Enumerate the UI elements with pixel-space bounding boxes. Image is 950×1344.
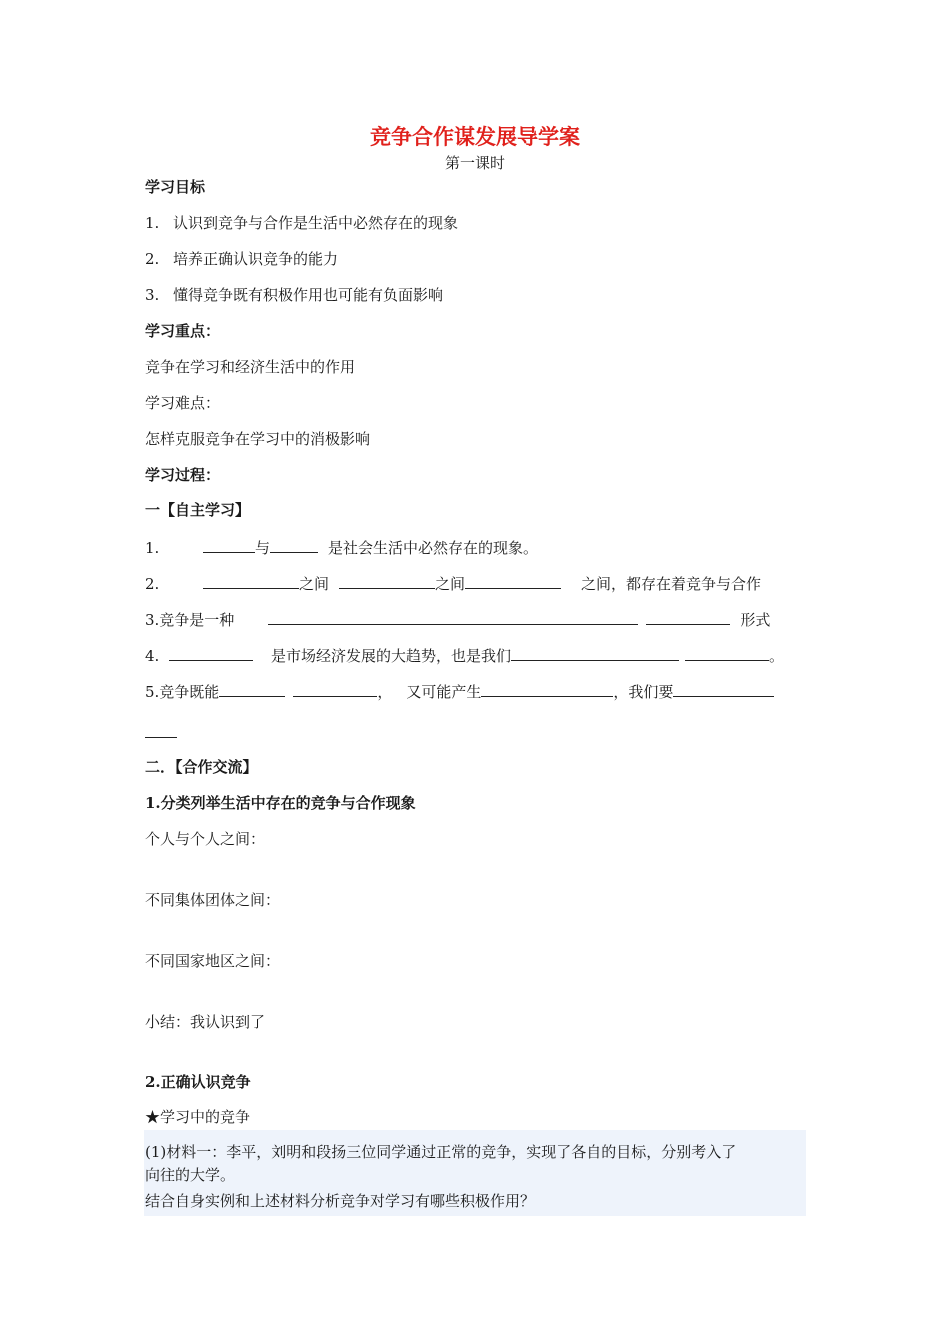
fill-in-question-2: 2. 之间 之间 之间，都存在着竞争与合作: [145, 575, 762, 593]
material-text-line-1: (1)材料一：李平，刘明和段扬三位同学通过正常的竞争，实现了各自的目标，分别考入了: [145, 1143, 737, 1161]
key-point-text: 竞争在学习和经济生活中的作用: [145, 358, 356, 376]
document-title: 竞争合作谋发展导学案: [370, 124, 580, 149]
self-study-heading: 一【自主学习】: [145, 501, 251, 519]
objective-item: 1. 认识到竞争与合作是生活中必然存在的现象: [145, 214, 459, 232]
answer-blank[interactable]: [145, 722, 177, 738]
individuals-prompt: 个人与个人之间：: [145, 830, 266, 848]
process-heading: 学习过程：: [145, 466, 221, 484]
answer-blank[interactable]: [203, 573, 299, 589]
answer-blank[interactable]: [465, 573, 561, 589]
answer-blank[interactable]: [481, 681, 613, 697]
difficulty-heading: 学习难点：: [145, 394, 221, 412]
objective-item: 2. 培养正确认识竞争的能力: [145, 250, 339, 268]
difficulty-text: 怎样克服竞争在学习中的消极影响: [145, 430, 371, 448]
answer-blank[interactable]: [270, 537, 318, 553]
answer-blank[interactable]: [673, 681, 774, 697]
answer-blank[interactable]: [685, 645, 769, 661]
fill-in-question-1: 1. 与 是社会生活中必然存在的现象。: [145, 539, 539, 557]
star-heading: ★学习中的竞争: [145, 1108, 251, 1126]
answer-blank[interactable]: [511, 645, 679, 661]
objectives-heading: 学习目标: [145, 178, 206, 196]
cooperation-subheading-2: 2.正确认识竞争: [145, 1073, 251, 1091]
answer-blank[interactable]: [219, 681, 285, 697]
answer-blank[interactable]: [339, 573, 435, 589]
cooperation-heading: 二．【合作交流】: [145, 758, 258, 776]
fill-in-question-4: 4. 是市场经济发展的大趋势，也是我们 。: [145, 647, 785, 665]
cooperation-subheading-1: 1.分类列举生活中存在的竞争与合作现象: [145, 794, 416, 812]
answer-blank[interactable]: [169, 645, 253, 661]
key-point-heading: 学习重点：: [145, 322, 221, 340]
fill-in-question-3: 3.竞争是一种 形式: [145, 611, 771, 629]
fill-in-question-5-continuation: [145, 722, 177, 743]
answer-blank[interactable]: [203, 537, 255, 553]
answer-blank[interactable]: [293, 681, 377, 697]
countries-prompt: 不同国家地区之间：: [145, 952, 281, 970]
groups-prompt: 不同集体团体之间：: [145, 891, 281, 909]
fill-in-question-5: 5.竞争既能 ， 又可能产生 ，我们要: [145, 681, 774, 702]
document-subtitle: 第一课时: [444, 154, 505, 172]
objective-item: 3. 懂得竞争既有积极作用也可能有负面影响: [145, 286, 444, 304]
answer-blank[interactable]: [268, 609, 638, 625]
answer-blank[interactable]: [646, 609, 730, 625]
material-text-line-2: 向往的大学。: [145, 1166, 236, 1184]
material-question: 结合自身实例和上述材料分析竞争对学习有哪些积极作用？: [145, 1192, 536, 1210]
summary-prompt: 小结：我认识到了: [145, 1013, 266, 1031]
